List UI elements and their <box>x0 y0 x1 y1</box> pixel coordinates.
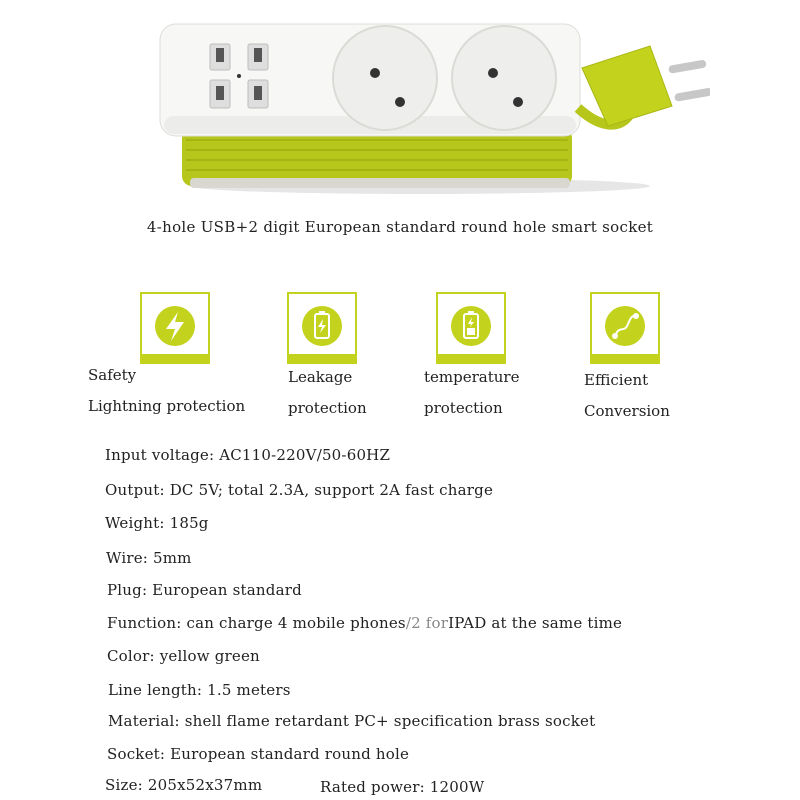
spec-function <box>107 614 622 632</box>
feature-label-line1: temperature <box>424 368 520 386</box>
feature-label-line1: Safety <box>88 366 137 384</box>
spec-output: Output: DC 5V; total 2.3A, support 2A fast charge <box>105 481 494 499</box>
feature-label-efficient <box>584 365 670 427</box>
power-strip-image <box>150 18 710 198</box>
feature-label-line2: Conversion <box>584 402 670 420</box>
conversion-curve-icon <box>590 292 660 364</box>
spec-weight: Weight: 185g <box>105 514 209 532</box>
lightning-icon <box>140 292 210 364</box>
feature-label-line2: protection <box>288 399 367 417</box>
spec-color: Color: yellow green <box>107 647 260 665</box>
battery-plug-icon <box>287 292 357 364</box>
feature-label-safety <box>88 360 245 422</box>
feature-label-line2: protection <box>424 399 503 417</box>
spec-material: Material: shell flame retardant PC+ specification brass socket <box>108 712 596 730</box>
spec-input-voltage: Input voltage: AC110-220V/50-60HZ <box>105 446 391 464</box>
spec-rated-power: Rated power: 1200W <box>320 778 485 796</box>
feature-label-line2: Lightning protection <box>88 397 246 415</box>
feature-label-leakage <box>288 362 367 424</box>
spec-size: Size: 205x52x37mm <box>105 776 263 794</box>
spec-socket: Socket: European standard round hole <box>107 745 410 763</box>
feature-label-line1: Efficient <box>584 371 649 389</box>
spec-wire: Wire: 5mm <box>106 549 192 567</box>
feature-label-line1: Leakage <box>288 368 353 386</box>
spec-plug: Plug: European standard <box>107 581 302 599</box>
product-caption: 4-hole USB+2 digit European standard round hole smart socket <box>146 218 654 236</box>
battery-temperature-icon <box>436 292 506 364</box>
spec-line-length: Line length: 1.5 meters <box>108 681 291 699</box>
spec-function-part-a: Function: can charge 4 mobile phones <box>107 614 406 632</box>
feature-label-temperature <box>424 362 519 424</box>
spec-function-part-c: IPAD at the same time <box>448 614 623 632</box>
spec-function-part-b: /2 for <box>405 614 449 632</box>
